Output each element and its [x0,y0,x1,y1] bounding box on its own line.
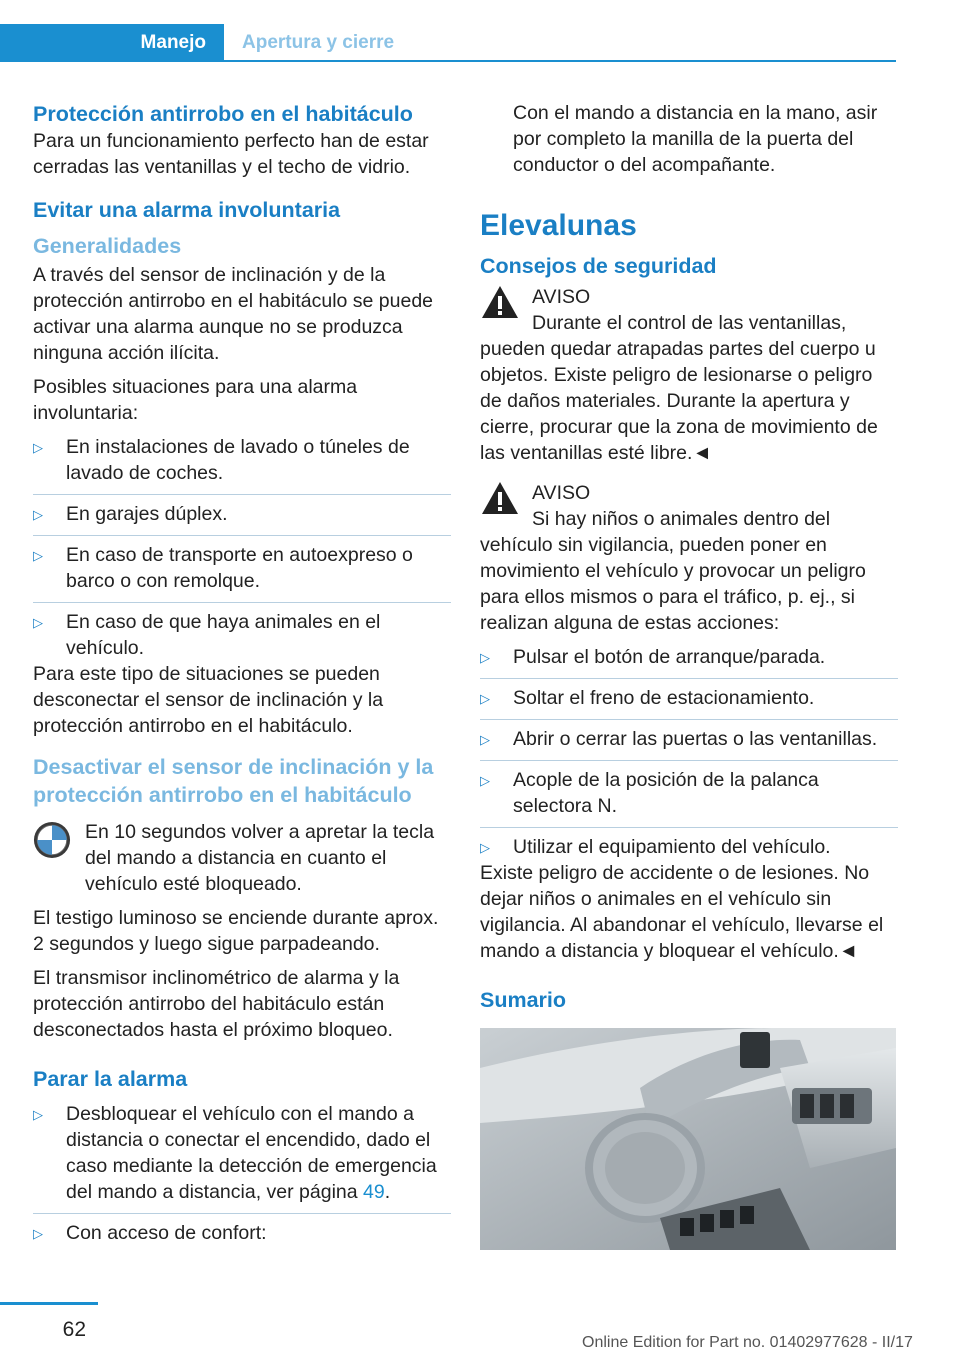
heading-desactivar-sensor: Desactivar el sensor de inclinación y la protección antirrobo en el habitáculo [33,755,434,807]
page-number: 62 [62,1318,86,1341]
warning-text: Si hay niños o animales dentro del vehículo sin vigilancia, pueden poner en movimiento el vehículo y provocar un peligro para ellos mismos o para el tráfico, p. ej., si realizan alguna de estas acciones: [480,508,866,634]
heading-generalidades: Generalidades [33,234,182,258]
warning-triangle-icon [480,284,520,320]
warning-label: AVISO [532,286,591,308]
warning-ventanillas [480,284,898,466]
heading-proteccion: Protección antirrobo en el habitáculo [33,102,413,126]
heading-consejos-seguridad: Consejos de seguridad [480,254,717,278]
paragraph-mando-distancia: Con el mando a distancia en la mano, asir por completo la manilla de la puerta del conductor o del acompañante. [513,102,878,176]
warning-ninos-animales [480,480,898,636]
triangle-bullet-icon: ▷ [33,440,43,455]
bmw-key-instruction [33,819,451,897]
list-item: ▷ En caso de transporte en autoexpreso o barco o con remolque. [33,542,451,603]
list-item: ▷ Con acceso de confort: [33,1220,451,1254]
triangle-bullet-icon: ▷ [480,840,490,855]
page-header [0,0,960,64]
list-item: ▷ Pulsar el botón de arranque/parada. [480,644,898,679]
left-column [33,100,451,1260]
header-rule [224,60,896,62]
triangle-bullet-icon: ▷ [33,548,43,563]
page-link-49[interactable]: 49 [363,1181,385,1203]
paragraph-peligro: Existe peligro de accidente o de lesiones. No dejar niños o animales en el vehículo sin vigilancia. Al abandonar el vehículo, llevarse el mando a distancia y bloquear el vehículo.◄ [480,862,884,962]
triangle-bullet-icon: ▷ [480,732,490,747]
door-panel-photo [480,1028,896,1250]
paragraph-proteccion: Para un funcionamiento perfecto han de estar cerradas las ventanillas y el techo de vidrio. [33,130,429,178]
triangle-bullet-icon: ▷ [480,691,490,706]
footer-rule [0,1302,98,1305]
warning-text: Durante el control de las ventanillas, pueden quedar atrapadas partes del cuerpo u objetos. Existe peligro de lesionarse o peligro de daños materiales. Durante la apertura y cierre, procurar que la zona de movimiento de las ventanillas esté libre.◄ [480,312,878,464]
list-item: ▷ Acople de la posición de la palanca selectora N. [480,767,898,828]
paragraph-desconectar: Para este tipo de situaciones se pueden desconectar el sensor de inclinación y la protección antirrobo en el habitáculo. [33,663,384,737]
triangle-bullet-icon: ▷ [33,507,43,522]
list-acciones [480,644,898,860]
list-item: ▷ En caso de que haya animales en el vehículo. [33,611,381,659]
list-item: ▷ Abrir o cerrar las puertas o las ventanillas. [480,726,898,761]
heading-evitar-alarma: Evitar una alarma involuntaria [33,198,341,222]
triangle-bullet-icon: ▷ [480,650,490,665]
list-item: ▷ Utilizar el equipamiento del vehículo. [480,834,898,860]
paragraph-transmisor: El transmisor inclinométrico de alarma y la protección antirrobo del habitáculo están desconectados hasta el próximo bloqueo. [33,967,400,1041]
list-item: ▷ Soltar el freno de estacionamiento. [480,685,898,720]
bmw-logo-icon [33,821,71,859]
warning-triangle-icon [480,480,520,516]
paragraph-testigo: El testigo luminoso se enciende durante aprox. 2 segundos y luego sigue parpadeando. [33,907,439,955]
warning-label: AVISO [532,482,591,504]
tab-manejo[interactable]: Manejo [0,24,224,62]
list-item: ▷ Desbloquear el vehículo con el mando a distancia o conectar el encendido, dado el caso mediante la detección de emergencia del mando a distancia, ver página 49. [33,1101,451,1214]
list-item: ▷ En garajes dúplex. [33,501,451,536]
triangle-bullet-icon: ▷ [33,1107,43,1122]
triangle-bullet-icon: ▷ [33,615,43,630]
tab-apertura-y-cierre[interactable]: Apertura y cierre [242,32,395,53]
paragraph-10-segundos: En 10 segundos volver a apretar la tecla del mando a distancia en cuanto el vehículo esté bloqueado. [85,821,435,895]
heading-sumario: Sumario [480,988,567,1012]
list-situaciones [33,434,451,661]
paragraph-generalidades: A través del sensor de inclinación y de la protección antirrobo en el habitáculo se puede activar una alarma aunque no se produzca ninguna acción ilícita. [33,264,434,364]
triangle-bullet-icon: ▷ [33,1226,43,1241]
right-column [480,100,898,1257]
edition-text: Online Edition for Part no. 01402977628 - II/17 [582,1334,913,1351]
heading-elevalunas: Elevalunas [480,209,637,242]
list-parar-alarma [33,1101,451,1254]
heading-parar-alarma: Parar la alarma [33,1067,188,1091]
paragraph-posibles-situaciones: Posibles situaciones para una alarma involuntaria: [33,376,358,424]
triangle-bullet-icon: ▷ [480,773,490,788]
list-item: ▷ En instalaciones de lavado o túneles de lavado de coches. [33,434,451,495]
